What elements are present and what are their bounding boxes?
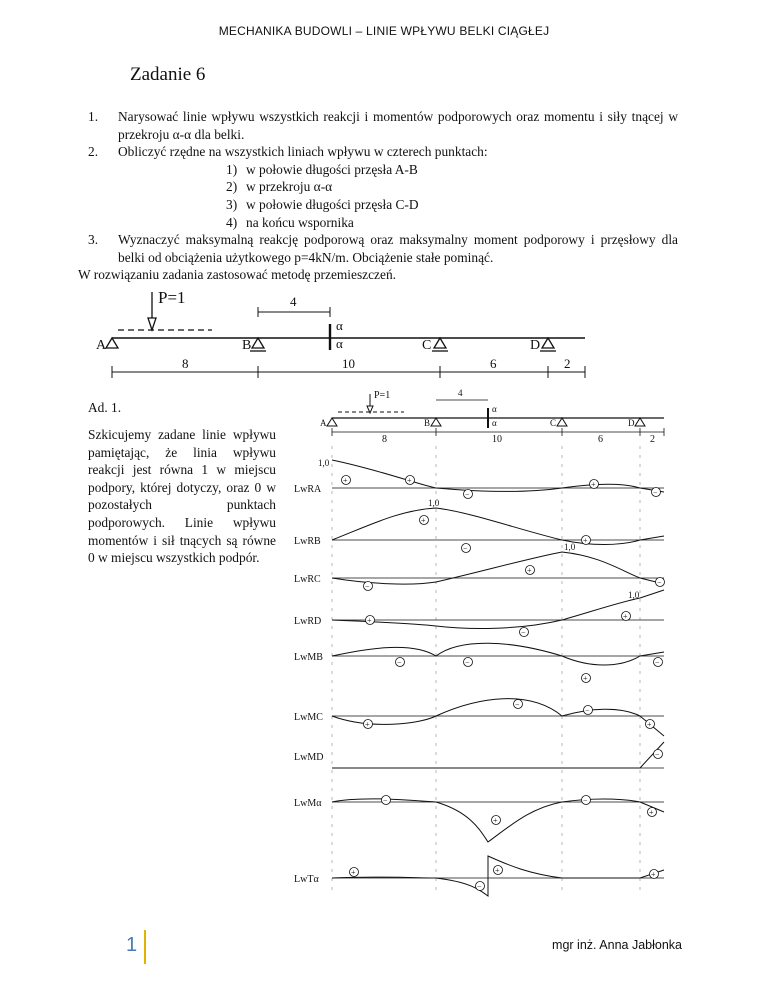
sign-label: − xyxy=(653,488,658,497)
subtask-text: w połowie długości przęsła A-B xyxy=(246,161,418,177)
influence-curve xyxy=(332,742,664,768)
unit-label: 1,0 xyxy=(628,590,640,600)
sign-label: − xyxy=(521,628,526,637)
support-label: A xyxy=(320,418,327,428)
line-label: LwMα xyxy=(294,798,322,809)
influence-curve xyxy=(332,508,664,545)
support-label: B xyxy=(424,418,431,428)
author: mgr inż. Anna Jabłonka xyxy=(552,938,682,952)
task-number: 2. xyxy=(88,144,99,160)
sign-label: − xyxy=(657,578,662,587)
sign-label: + xyxy=(343,476,348,485)
support-b xyxy=(431,418,441,426)
sign-label: − xyxy=(463,544,468,553)
line-label: LwRB xyxy=(294,536,321,547)
sign-label: − xyxy=(585,706,590,715)
unit-label: 1,0 xyxy=(318,458,330,468)
load-label: P=1 xyxy=(374,390,391,401)
unit-label: 1,0 xyxy=(428,498,440,508)
sign-label: + xyxy=(647,720,652,729)
sign-label: − xyxy=(515,700,520,709)
subtask-text: w połowie długości przęsła C-D xyxy=(246,196,419,212)
page-header: MECHANIKA BUDOWLI – LINIE WPŁYWU BELKI CIĄGŁEJ xyxy=(218,24,550,38)
sign-label: + xyxy=(583,536,588,545)
page-number: 1 xyxy=(126,934,138,956)
support-d xyxy=(635,418,645,426)
sign-label: + xyxy=(623,612,628,621)
span-label-4: 2 xyxy=(564,356,571,371)
span-label: 6 xyxy=(598,434,603,445)
sign-label: − xyxy=(465,658,470,667)
sign-label: + xyxy=(351,868,356,877)
subtask-number: 1) xyxy=(226,161,238,177)
sign-label: − xyxy=(477,882,482,891)
influence-curve xyxy=(332,460,664,492)
span-label: 2 xyxy=(650,434,655,445)
task-text: Narysować linie wpływu wszystkich reakcji i momentów podporowych oraz momentu i siły tnącej w przekroju α-α dla belki. xyxy=(118,109,678,142)
sign-label: + xyxy=(591,480,596,489)
method-note: W rozwiązaniu zadania zastosować metodę przemieszczeń. xyxy=(78,267,396,283)
sign-label: + xyxy=(649,808,654,817)
dim-alpha-label: 4 xyxy=(458,388,463,398)
sign-label: − xyxy=(383,796,388,805)
support-c xyxy=(557,418,567,426)
task-number: 3. xyxy=(88,232,99,248)
span-label-3: 6 xyxy=(490,356,497,371)
sign-label: + xyxy=(527,566,532,575)
line-label: LwMD xyxy=(294,752,324,763)
support-a xyxy=(327,418,337,426)
support-label-b: B xyxy=(242,338,252,353)
line-label: LwRC xyxy=(294,574,321,585)
span-label: 10 xyxy=(492,434,502,445)
task-text: Wyznaczyć maksymalną reakcję podporową oraz maksymalny moment podporowy i przęsłowy dla belki od obciążenia użytkowego p=4kN/m. Obciążenie stałe pominąć. xyxy=(118,232,678,265)
sign-label: + xyxy=(365,720,370,729)
line-label: LwMC xyxy=(294,712,323,723)
sign-label: + xyxy=(495,866,500,875)
sign-label: − xyxy=(583,796,588,805)
support-label-a: A xyxy=(96,338,107,353)
subtask-text: w przekroju α-α xyxy=(246,179,333,195)
sign-label: + xyxy=(367,616,372,625)
unit-label: 1,0 xyxy=(564,542,576,552)
sign-label: − xyxy=(397,658,402,667)
span-label: 8 xyxy=(382,434,387,445)
solution-description: Szkicujemy zadane linie wpływu pamiętając, że linia wpływu reakcji jest równa 1 w miejscu podpory, której dotyczy, oraz 0 w pozostałych punktach podporowych. Linie wpływu momentów i sił tnących są równe 0 w miejscu wszystkich podpór. xyxy=(88,427,276,566)
solution-heading: Ad. 1. xyxy=(88,400,122,415)
task-title: Zadanie 6 xyxy=(130,64,206,85)
subtask-number: 4) xyxy=(226,214,238,230)
support-label: D xyxy=(628,418,635,428)
influence-curve xyxy=(332,699,664,736)
sign-label: − xyxy=(465,490,470,499)
support-label: C xyxy=(550,418,557,428)
line-label: LwMB xyxy=(294,652,323,663)
sign-label: + xyxy=(407,476,412,485)
footer-divider xyxy=(144,930,146,964)
influence-curve xyxy=(332,856,664,896)
task-text: Obliczyć rzędne na wszystkich liniach wpływu w czterech punktach: xyxy=(118,144,488,160)
support-label-c: C xyxy=(422,338,432,353)
section-label-bottom: α xyxy=(336,336,343,351)
influence-curve xyxy=(332,590,664,628)
task-number: 1. xyxy=(88,109,99,124)
support-label-d: D xyxy=(530,338,541,353)
subtask-number: 3) xyxy=(226,196,238,212)
section-label-bottom: α xyxy=(492,418,497,428)
load-label: P=1 xyxy=(158,288,186,307)
sign-label: + xyxy=(651,870,656,879)
line-label: LwTα xyxy=(294,874,319,885)
sign-label: + xyxy=(493,816,498,825)
line-label: LwRD xyxy=(294,616,322,627)
influence-curve xyxy=(332,643,664,665)
line-label: LwRA xyxy=(294,484,322,495)
sign-label: + xyxy=(421,516,426,525)
sign-label: + xyxy=(583,674,588,683)
span-label-1: 8 xyxy=(182,356,189,371)
influence-curve xyxy=(332,552,664,584)
subtask-text: na końcu wspornika xyxy=(246,214,354,230)
subtask-number: 2) xyxy=(226,179,238,195)
sign-label: − xyxy=(655,750,660,759)
span-label-2: 10 xyxy=(342,356,355,371)
section-label-top: α xyxy=(492,404,497,414)
sign-label: − xyxy=(365,582,370,591)
section-label-top: α xyxy=(336,318,343,333)
sign-label: − xyxy=(655,658,660,667)
dim-alpha-label: 4 xyxy=(290,294,297,309)
